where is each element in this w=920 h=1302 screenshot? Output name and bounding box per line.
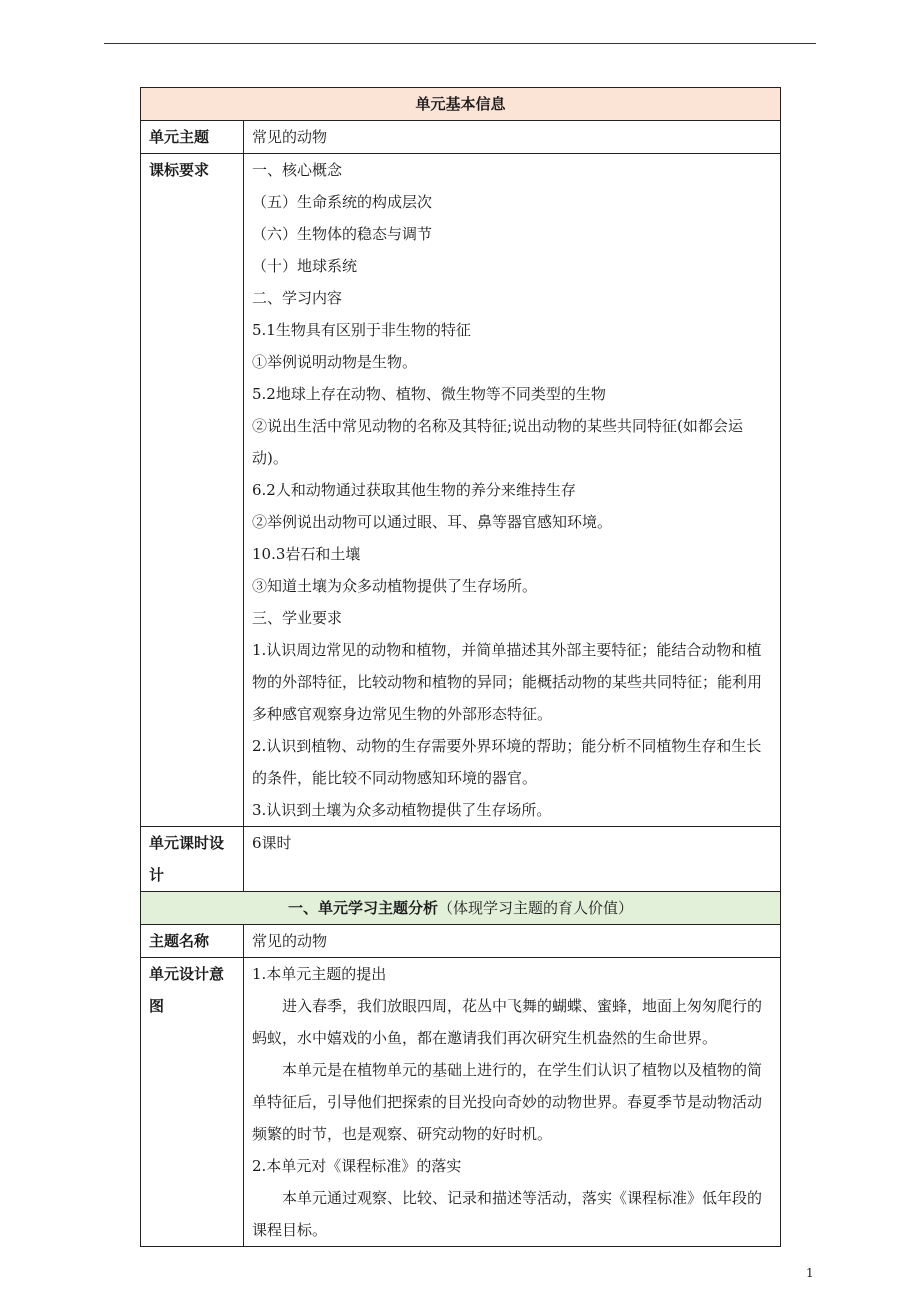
standards-line: （六）生物体的稳态与调节: [252, 225, 433, 243]
intent-paragraph: 本单元通过观察、比较、记录和描述等活动，落实《课程标准》低年段的课程目标。: [252, 1189, 763, 1239]
standards-line: 2.认识到植物、动物的生存需要外界环境的帮助；能分析不同植物生存和生长的条件，能比较不同动物感知环境的器官。: [252, 737, 762, 787]
unit-theme-row: [141, 121, 781, 154]
standards-line: 1.认识周边常见的动物和植物，并简单描述其外部主要特征；能结合动物和植物的外部特征，比较动物和植物的异同；能概括动物的某些共同特征；能利用多种感官观察身边常见生物的外部形态特征。: [252, 641, 763, 723]
standards-line: （十）地球系统: [252, 257, 358, 275]
standards-line: ③知道土壤为众多动植物提供了生存场所。: [252, 577, 538, 595]
standards-line: 二、学习内容: [252, 289, 343, 307]
standards-line: 5.2地球上存在动物、植物、微生物等不同类型的生物: [252, 385, 606, 403]
standards-line: ②说出生活中常见动物的名称及其特征;说出动物的某些共同特征(如都会运动)。: [252, 417, 743, 467]
analysis-title-rest: （体现学习主题的育人价值）: [438, 899, 634, 917]
intent-row: [141, 958, 781, 1247]
unit-theme-value: 常见的动物: [244, 121, 781, 154]
page-number: 1: [806, 1266, 814, 1280]
intent-label: 单元设计意图: [141, 958, 244, 1247]
intent-paragraph: 1.本单元主题的提出: [252, 965, 387, 983]
standards-list: [252, 154, 772, 826]
standards-content: [244, 154, 781, 827]
intent-paragraph: 进入春季，我们放眼四周，花丛中飞舞的蝴蝶、蜜蜂，地面上匆匆爬行的蚂蚁，水中嬉戏的小鱼，都在邀请我们再次研究生机盎然的生命世界。: [252, 997, 763, 1047]
standards-line: 10.3岩石和土壤: [252, 545, 361, 563]
standards-line: 5.1生物具有区别于非生物的特征: [252, 321, 471, 339]
standards-row: [141, 154, 781, 827]
header-rule: [104, 43, 816, 44]
intent-paragraph: 2.本单元对《课程标准》的落实: [252, 1157, 462, 1175]
standards-line: 三、学业要求: [252, 609, 343, 627]
hours-row: [141, 827, 781, 892]
standards-line: 6.2人和动物通过获取其他生物的养分来维持生存: [252, 481, 576, 499]
standards-line: ①举例说明动物是生物。: [252, 353, 418, 371]
standards-label: 课标要求: [141, 154, 244, 827]
standards-line: 3.认识到土壤为众多动植物提供了生存场所。: [252, 801, 552, 819]
theme-name-value: 常见的动物: [244, 925, 781, 958]
theme-name-label: 主题名称: [141, 925, 244, 958]
hours-value: 6课时: [244, 827, 781, 892]
analysis-title: [141, 892, 781, 925]
unit-plan-table: [140, 87, 781, 1247]
basic-info-title: 单元基本信息: [141, 88, 781, 121]
intent-content: [244, 958, 781, 1247]
analysis-header-row: [141, 892, 781, 925]
standards-line: （五）生命系统的构成层次: [252, 193, 433, 211]
basic-info-header-row: [141, 88, 781, 121]
standards-line: 一、核心概念: [252, 161, 343, 179]
analysis-title-bold: 一、单元学习主题分析: [287, 899, 438, 917]
unit-theme-label: 单元主题: [141, 121, 244, 154]
theme-name-row: [141, 925, 781, 958]
intent-list: [252, 958, 772, 1246]
standards-line: ②举例说出动物可以通过眼、耳、鼻等器官感知环境。: [252, 513, 613, 531]
hours-label: 单元课时设计: [141, 827, 244, 892]
intent-paragraph: 本单元是在植物单元的基础上进行的，在学生们认识了植物以及植物的简单特征后，引导他们把探索的目光投向奇妙的动物世界。春夏季节是动物活动频繁的时节，也是观察、研究动物的好时机。: [252, 1061, 763, 1143]
